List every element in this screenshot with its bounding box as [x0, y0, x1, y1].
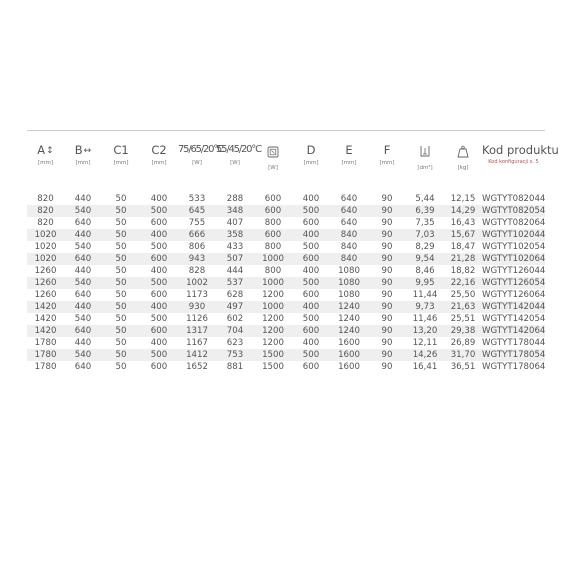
table-cell: 800 — [264, 242, 282, 252]
column-header — [330, 131, 368, 183]
column-header — [292, 131, 330, 183]
table-cell: 623 — [226, 338, 244, 348]
table-cell: 400 — [292, 229, 330, 241]
table-row — [27, 301, 545, 313]
header-row — [27, 131, 545, 183]
table-cell: 15,67 — [444, 229, 482, 241]
column-unit: [mm] — [341, 160, 357, 166]
table-cell: 600 — [302, 290, 320, 300]
table-cell: 540 — [64, 205, 102, 217]
table-cell: 90 — [368, 325, 406, 337]
column-unit: [mm] — [151, 160, 167, 166]
table-cell: 600 — [150, 362, 168, 372]
column-unit: [W] — [192, 160, 202, 166]
table-cell: 90 — [368, 301, 406, 313]
column-header — [254, 131, 292, 183]
table-cell: 820 — [37, 218, 54, 228]
table-cell: 640 — [74, 362, 92, 372]
table-cell: 18,82 — [450, 266, 476, 276]
table-cell: 18,47 — [450, 242, 476, 252]
column-unit: [mm] — [379, 160, 395, 166]
table-cell: 600 — [302, 218, 320, 228]
table-row — [27, 325, 545, 337]
table-cell: 16,41 — [412, 362, 438, 372]
table-cell: 21,28 — [444, 253, 482, 265]
table-cell: 533 — [188, 194, 206, 204]
table-cell: 50 — [115, 242, 127, 252]
table-cell: 537 — [216, 277, 254, 289]
column-header-label: 55/45/20°C — [216, 144, 261, 155]
spec-sheet — [27, 130, 559, 373]
table-cell: 1240 — [330, 325, 368, 337]
table-cell: 12,11 — [412, 338, 438, 348]
column-unit: [W] — [230, 160, 240, 166]
table-cell: 440 — [64, 301, 102, 313]
table-cell: 26,89 — [450, 338, 476, 348]
column-unit: [mm] — [75, 160, 91, 166]
configuration-code-note: Kod konfiguracji s. 5 — [488, 159, 539, 165]
table-cell: 400 — [302, 266, 320, 276]
table-cell: 13,20 — [406, 325, 444, 337]
vertical-arrow-icon: ↕ — [46, 146, 54, 156]
table-cell: 1173 — [186, 290, 208, 300]
table-cell: WGTYT082054 — [482, 206, 546, 216]
table-cell: 800 — [264, 218, 282, 228]
table-cell: 640 — [340, 194, 358, 204]
table-row — [27, 229, 545, 241]
table-cell: 628 — [226, 290, 244, 300]
table-row — [27, 265, 545, 277]
table-row — [27, 349, 545, 361]
table-row — [27, 253, 545, 265]
table-cell: 600 — [150, 290, 168, 300]
table-cell: 645 — [178, 205, 216, 217]
table-cell: WGTYT142054 — [482, 314, 546, 324]
table-cell: 7,03 — [406, 229, 444, 241]
table-cell: 1240 — [338, 314, 360, 324]
table-cell: 90 — [368, 349, 406, 361]
table-row — [27, 277, 545, 289]
table-cell: 14,26 — [406, 349, 444, 361]
column-header — [140, 131, 178, 183]
table-cell: 806 — [188, 242, 206, 252]
table-cell: 1167 — [186, 338, 208, 348]
table-cell: 500 — [150, 242, 168, 252]
table-cell: 600 — [140, 253, 178, 265]
table-cell: 600 — [292, 253, 330, 265]
column-header — [64, 131, 102, 183]
table-cell: WGTYT082044 — [482, 194, 546, 204]
table-cell: 90 — [381, 218, 393, 228]
table-row — [27, 361, 545, 373]
column-unit: [mm] — [37, 160, 53, 166]
table-cell: 1020 — [34, 242, 57, 252]
table-cell: 440 — [74, 338, 92, 348]
table-cell: 500 — [302, 242, 320, 252]
table-cell: 840 — [340, 242, 358, 252]
table-cell: 90 — [368, 277, 406, 289]
table-cell: 640 — [340, 218, 358, 228]
table-cell: 800 — [264, 266, 282, 276]
table-cell: 1000 — [254, 253, 292, 265]
table-cell: 50 — [102, 229, 140, 241]
table-cell: 507 — [216, 253, 254, 265]
table-cell: 9,54 — [406, 253, 444, 265]
table-cell: 50 — [102, 325, 140, 337]
table-cell: 500 — [140, 349, 178, 361]
table-cell: 50 — [115, 338, 127, 348]
table-cell: 1126 — [186, 314, 208, 324]
table-cell: 50 — [115, 218, 127, 228]
table-cell: 433 — [226, 242, 244, 252]
column-header-label: 75/65/20°C — [178, 144, 223, 155]
table-cell: 90 — [368, 253, 406, 265]
table-cell: 8,46 — [415, 266, 435, 276]
table-cell: 50 — [102, 277, 140, 289]
column-unit: [W] — [268, 165, 278, 171]
table-cell: 1000 — [254, 277, 292, 289]
table-cell: WGTYT126054 — [482, 278, 546, 288]
table-row — [27, 313, 545, 325]
table-cell: 820 — [27, 205, 64, 217]
table-row — [27, 205, 545, 217]
table-cell: 1420 — [27, 325, 64, 337]
table-cell: 640 — [74, 218, 92, 228]
table-cell: 500 — [292, 349, 330, 361]
table-cell: 1260 — [34, 266, 57, 276]
column-unit: [dm³] — [417, 165, 433, 171]
table-cell: 1317 — [178, 325, 216, 337]
column-header — [406, 131, 444, 183]
column-header-label: C1 — [113, 143, 129, 157]
table-cell: 9,95 — [406, 277, 444, 289]
column-header-label: E — [345, 143, 353, 157]
table-cell: 90 — [381, 314, 393, 324]
table-cell: 840 — [330, 229, 368, 241]
header-spacer — [27, 183, 545, 193]
table-cell: 1600 — [338, 362, 360, 372]
table-cell: 1600 — [338, 338, 360, 348]
table-cell: 1200 — [262, 290, 284, 300]
table-row — [27, 289, 545, 301]
table-cell: 500 — [140, 277, 178, 289]
table-cell: 500 — [302, 314, 320, 324]
column-header-label: C2 — [151, 143, 167, 157]
table-cell: 820 — [37, 194, 54, 204]
table-cell: 1240 — [330, 301, 368, 313]
table-cell: 5,44 — [415, 194, 435, 204]
table-row — [27, 217, 545, 229]
table-cell: 90 — [381, 266, 393, 276]
table-cell: 930 — [178, 301, 216, 313]
table-cell: 1780 — [34, 362, 57, 372]
column-header-label: Kod produktu — [482, 143, 559, 157]
table-cell: 9,73 — [406, 301, 444, 313]
table-cell: 1200 — [262, 338, 284, 348]
table-cell: 14,29 — [444, 205, 482, 217]
table-cell: 7,35 — [415, 218, 435, 228]
table-cell: 90 — [368, 205, 406, 217]
table-cell: 1780 — [34, 338, 57, 348]
table-cell: 1080 — [338, 266, 360, 276]
table-cell: 1420 — [27, 301, 64, 313]
table-cell: WGTYT178054 — [482, 350, 546, 360]
column-header — [27, 131, 64, 183]
table-cell: 440 — [64, 229, 102, 241]
column-unit: [mm] — [113, 160, 129, 166]
table-cell: WGTYT142064 — [482, 326, 546, 336]
table-cell: 640 — [74, 290, 92, 300]
table-cell: 50 — [115, 314, 127, 324]
table-cell: 1652 — [186, 362, 208, 372]
table-cell: 943 — [178, 253, 216, 265]
table-row — [27, 337, 545, 349]
table-cell: 358 — [216, 229, 254, 241]
table-cell: 400 — [302, 338, 320, 348]
table-cell: 25,51 — [450, 314, 476, 324]
table-cell: 400 — [150, 338, 168, 348]
table-cell: 540 — [64, 349, 102, 361]
table-cell: WGTYT178044 — [482, 338, 546, 348]
table-cell: 666 — [178, 229, 216, 241]
table-cell: 500 — [140, 205, 178, 217]
table-cell: 1260 — [27, 277, 64, 289]
table-cell: 90 — [381, 242, 393, 252]
table-cell: 500 — [292, 277, 330, 289]
table-cell: 400 — [302, 194, 320, 204]
table-cell: 400 — [292, 301, 330, 313]
table-cell: 540 — [74, 314, 92, 324]
table-cell: 50 — [102, 301, 140, 313]
table-row — [27, 241, 545, 253]
table-cell: 90 — [381, 362, 393, 372]
table-cell: 1080 — [330, 277, 368, 289]
table-cell: 50 — [115, 266, 127, 276]
table-cell: WGTYT102054 — [482, 242, 546, 252]
table-cell: 1200 — [262, 314, 284, 324]
table-cell: 540 — [74, 242, 92, 252]
table-cell: 16,43 — [450, 218, 476, 228]
table-cell: 640 — [64, 325, 102, 337]
table-cell: 400 — [140, 301, 178, 313]
table-cell: 50 — [115, 362, 127, 372]
column-header — [368, 131, 406, 183]
table-cell: 90 — [381, 194, 393, 204]
table-cell: 1020 — [27, 229, 64, 241]
table-cell: 36,51 — [450, 362, 476, 372]
table-cell: 440 — [74, 194, 92, 204]
table-cell: 600 — [140, 325, 178, 337]
table-cell: 1500 — [254, 349, 292, 361]
table-cell: 704 — [216, 325, 254, 337]
table-cell: 1080 — [338, 290, 360, 300]
table-cell: WGTYT142044 — [482, 302, 546, 312]
table-cell: 50 — [115, 194, 127, 204]
horizontal-arrow-icon: ↔ — [83, 146, 92, 156]
table-cell: 400 — [140, 229, 178, 241]
table-cell: 400 — [150, 266, 168, 276]
table-cell: 1200 — [254, 325, 292, 337]
table-cell: 828 — [188, 266, 206, 276]
table-cell: 11,44 — [412, 290, 438, 300]
table-cell: 22,16 — [444, 277, 482, 289]
table-cell: 600 — [292, 325, 330, 337]
table-cell: 600 — [254, 229, 292, 241]
spec-table — [27, 131, 559, 373]
table-cell: 1780 — [27, 349, 64, 361]
table-cell: 881 — [226, 362, 244, 372]
table-cell: 600 — [302, 362, 320, 372]
column-header — [444, 131, 482, 183]
table-cell: WGTYT082064 — [482, 218, 546, 228]
column-header — [216, 131, 261, 183]
water-capacity-icon — [419, 143, 431, 157]
table-cell: 21,63 — [444, 301, 482, 313]
column-header — [482, 131, 559, 183]
column-header-label: B↔ — [74, 143, 92, 157]
table-cell: 444 — [226, 266, 244, 276]
table-cell: 840 — [330, 253, 368, 265]
table-cell: 29,38 — [444, 325, 482, 337]
table-cell: 12,15 — [450, 194, 476, 204]
column-unit: [mm] — [303, 160, 319, 166]
table-cell: WGTYT126044 — [482, 266, 546, 276]
column-header — [178, 131, 223, 183]
table-cell: 640 — [330, 205, 368, 217]
table-cell: 600 — [254, 205, 292, 217]
table-cell: 600 — [264, 194, 282, 204]
column-header-label: F — [383, 143, 391, 157]
table-cell: 11,46 — [412, 314, 438, 324]
table-cell: 500 — [150, 314, 168, 324]
table-cell: 1412 — [178, 349, 216, 361]
table-cell: WGTYT178064 — [482, 362, 546, 372]
table-cell: 6,39 — [406, 205, 444, 217]
table-cell: 50 — [115, 290, 127, 300]
table-cell: 1420 — [34, 314, 57, 324]
table-cell: 600 — [150, 218, 168, 228]
column-unit: [kg] — [457, 165, 469, 171]
table-cell: 1600 — [330, 349, 368, 361]
table-cell: 90 — [381, 338, 393, 348]
table-cell: 602 — [226, 314, 244, 324]
heating-element-icon — [267, 143, 279, 157]
table-cell: 50 — [102, 349, 140, 361]
table-cell: WGTYT102044 — [482, 230, 546, 240]
table-cell: 90 — [368, 229, 406, 241]
table-cell: 1500 — [262, 362, 284, 372]
table-cell: 50 — [102, 205, 140, 217]
table-cell: 500 — [292, 205, 330, 217]
table-cell: 497 — [216, 301, 254, 313]
table-cell: 288 — [226, 194, 244, 204]
table-cell: 90 — [381, 290, 393, 300]
weight-icon — [457, 143, 469, 157]
table-cell: 753 — [216, 349, 254, 361]
table-cell: 25,50 — [450, 290, 476, 300]
table-cell: 1260 — [34, 290, 57, 300]
table-cell: 1002 — [178, 277, 216, 289]
table-cell: 8,29 — [415, 242, 435, 252]
table-cell: WGTYT126064 — [482, 290, 546, 300]
table-cell: 400 — [150, 194, 168, 204]
table-cell: 1020 — [27, 253, 64, 265]
table-cell: 640 — [64, 253, 102, 265]
column-header-label: A↕ — [37, 143, 54, 157]
table-cell: 440 — [74, 266, 92, 276]
table-cell: 1000 — [254, 301, 292, 313]
table-cell: 31,70 — [444, 349, 482, 361]
table-body — [27, 183, 545, 373]
table-cell: WGTYT102064 — [482, 254, 546, 264]
column-header-label: D — [306, 143, 316, 157]
table-cell: 540 — [64, 277, 102, 289]
column-header — [102, 131, 140, 183]
table-cell: 407 — [226, 218, 244, 228]
table-row — [27, 193, 545, 205]
table-cell: 755 — [188, 218, 206, 228]
table-cell: 50 — [102, 253, 140, 265]
table-cell: 348 — [216, 205, 254, 217]
